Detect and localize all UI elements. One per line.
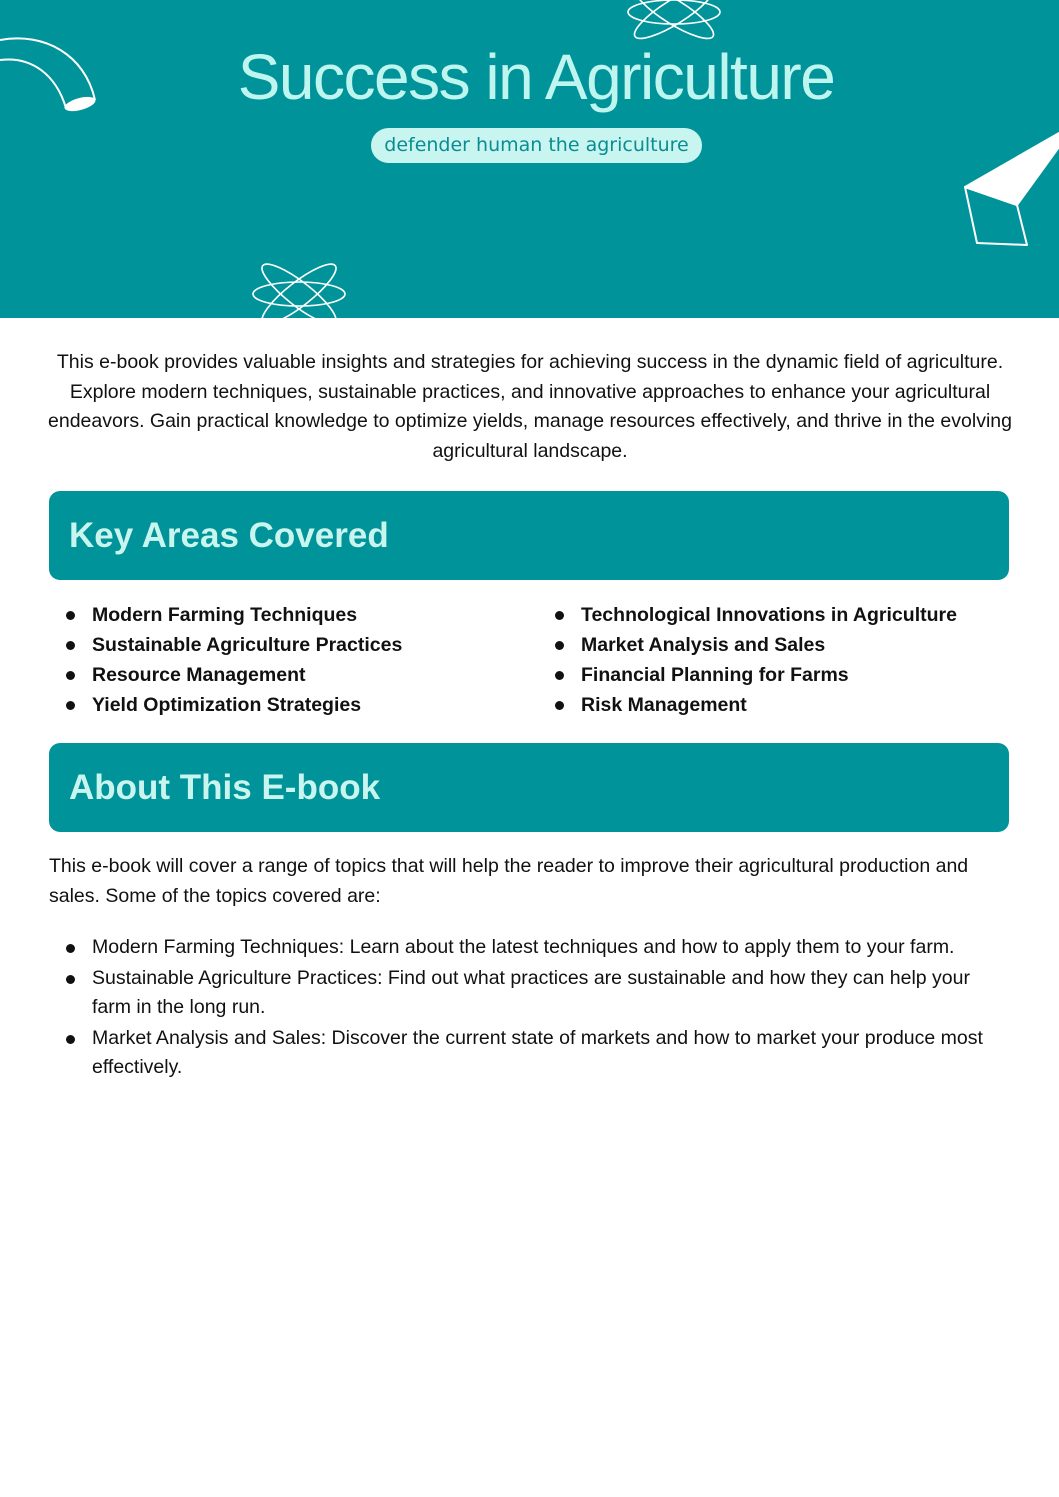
bullet-icon <box>555 701 564 710</box>
key-areas-section-header <box>49 491 1009 580</box>
list-item: Market Analysis and Sales <box>553 630 957 660</box>
list-item: Technological Innovations in Agriculture <box>553 600 957 630</box>
bullet-icon <box>66 975 75 984</box>
about-heading: About This E-book <box>69 768 381 807</box>
bullet-icon <box>555 611 564 620</box>
list-item: Resource Management <box>64 660 402 690</box>
bullet-icon <box>66 1035 75 1044</box>
list-item: Modern Farming Techniques <box>64 600 402 630</box>
list-item: Financial Planning for Farms <box>553 660 957 690</box>
topics-list <box>64 933 1012 1084</box>
list-item: Sustainable Agriculture Practices: Find out what practices are sustainable and how they can help your farm in the long run. <box>64 964 1012 1023</box>
page-title: Success in Agriculture <box>237 41 835 113</box>
intro-paragraph: This e-book provides valuable insights and strategies for achieving success in the dynamic field of agriculture. Explore modern techniques, sustainable practices, and innovative approaches to enhance your agricultural endeavors. Gain practical knowledge to optimize yields, manage resources effectively, and thrive in the evolving agricultural landscape. <box>48 351 1012 463</box>
key-areas-heading: Key Areas Covered <box>69 516 389 555</box>
about-intro-paragraph: This e-book will cover a range of topics that will help the reader to improve their agricultural production and sales. Some of the topics covered are: <box>49 855 969 907</box>
header-banner <box>0 0 1059 318</box>
bullet-icon <box>555 641 564 650</box>
about-section-header <box>49 743 1009 832</box>
bullet-icon <box>66 641 75 650</box>
list-item: Risk Management <box>553 690 957 720</box>
bullet-icon <box>66 701 75 710</box>
list-item: Modern Farming Techniques: Learn about the latest techniques and how to apply them to your farm. <box>64 933 1012 963</box>
list-item: Sustainable Agriculture Practices <box>64 630 402 660</box>
atom-icon <box>247 258 351 318</box>
key-areas-list-right <box>553 600 957 720</box>
bullet-icon <box>66 671 75 680</box>
bullet-icon <box>66 944 75 953</box>
prism-shape <box>955 125 1059 250</box>
list-item: Market Analysis and Sales: Discover the current state of markets and how to market your produce most effectively. <box>64 1024 1012 1083</box>
bullet-icon <box>555 671 564 680</box>
key-areas-list-left <box>64 600 402 720</box>
list-item: Yield Optimization Strategies <box>64 690 402 720</box>
bullet-icon <box>66 611 75 620</box>
subtitle-badge: defender human the agriculture <box>371 128 702 163</box>
